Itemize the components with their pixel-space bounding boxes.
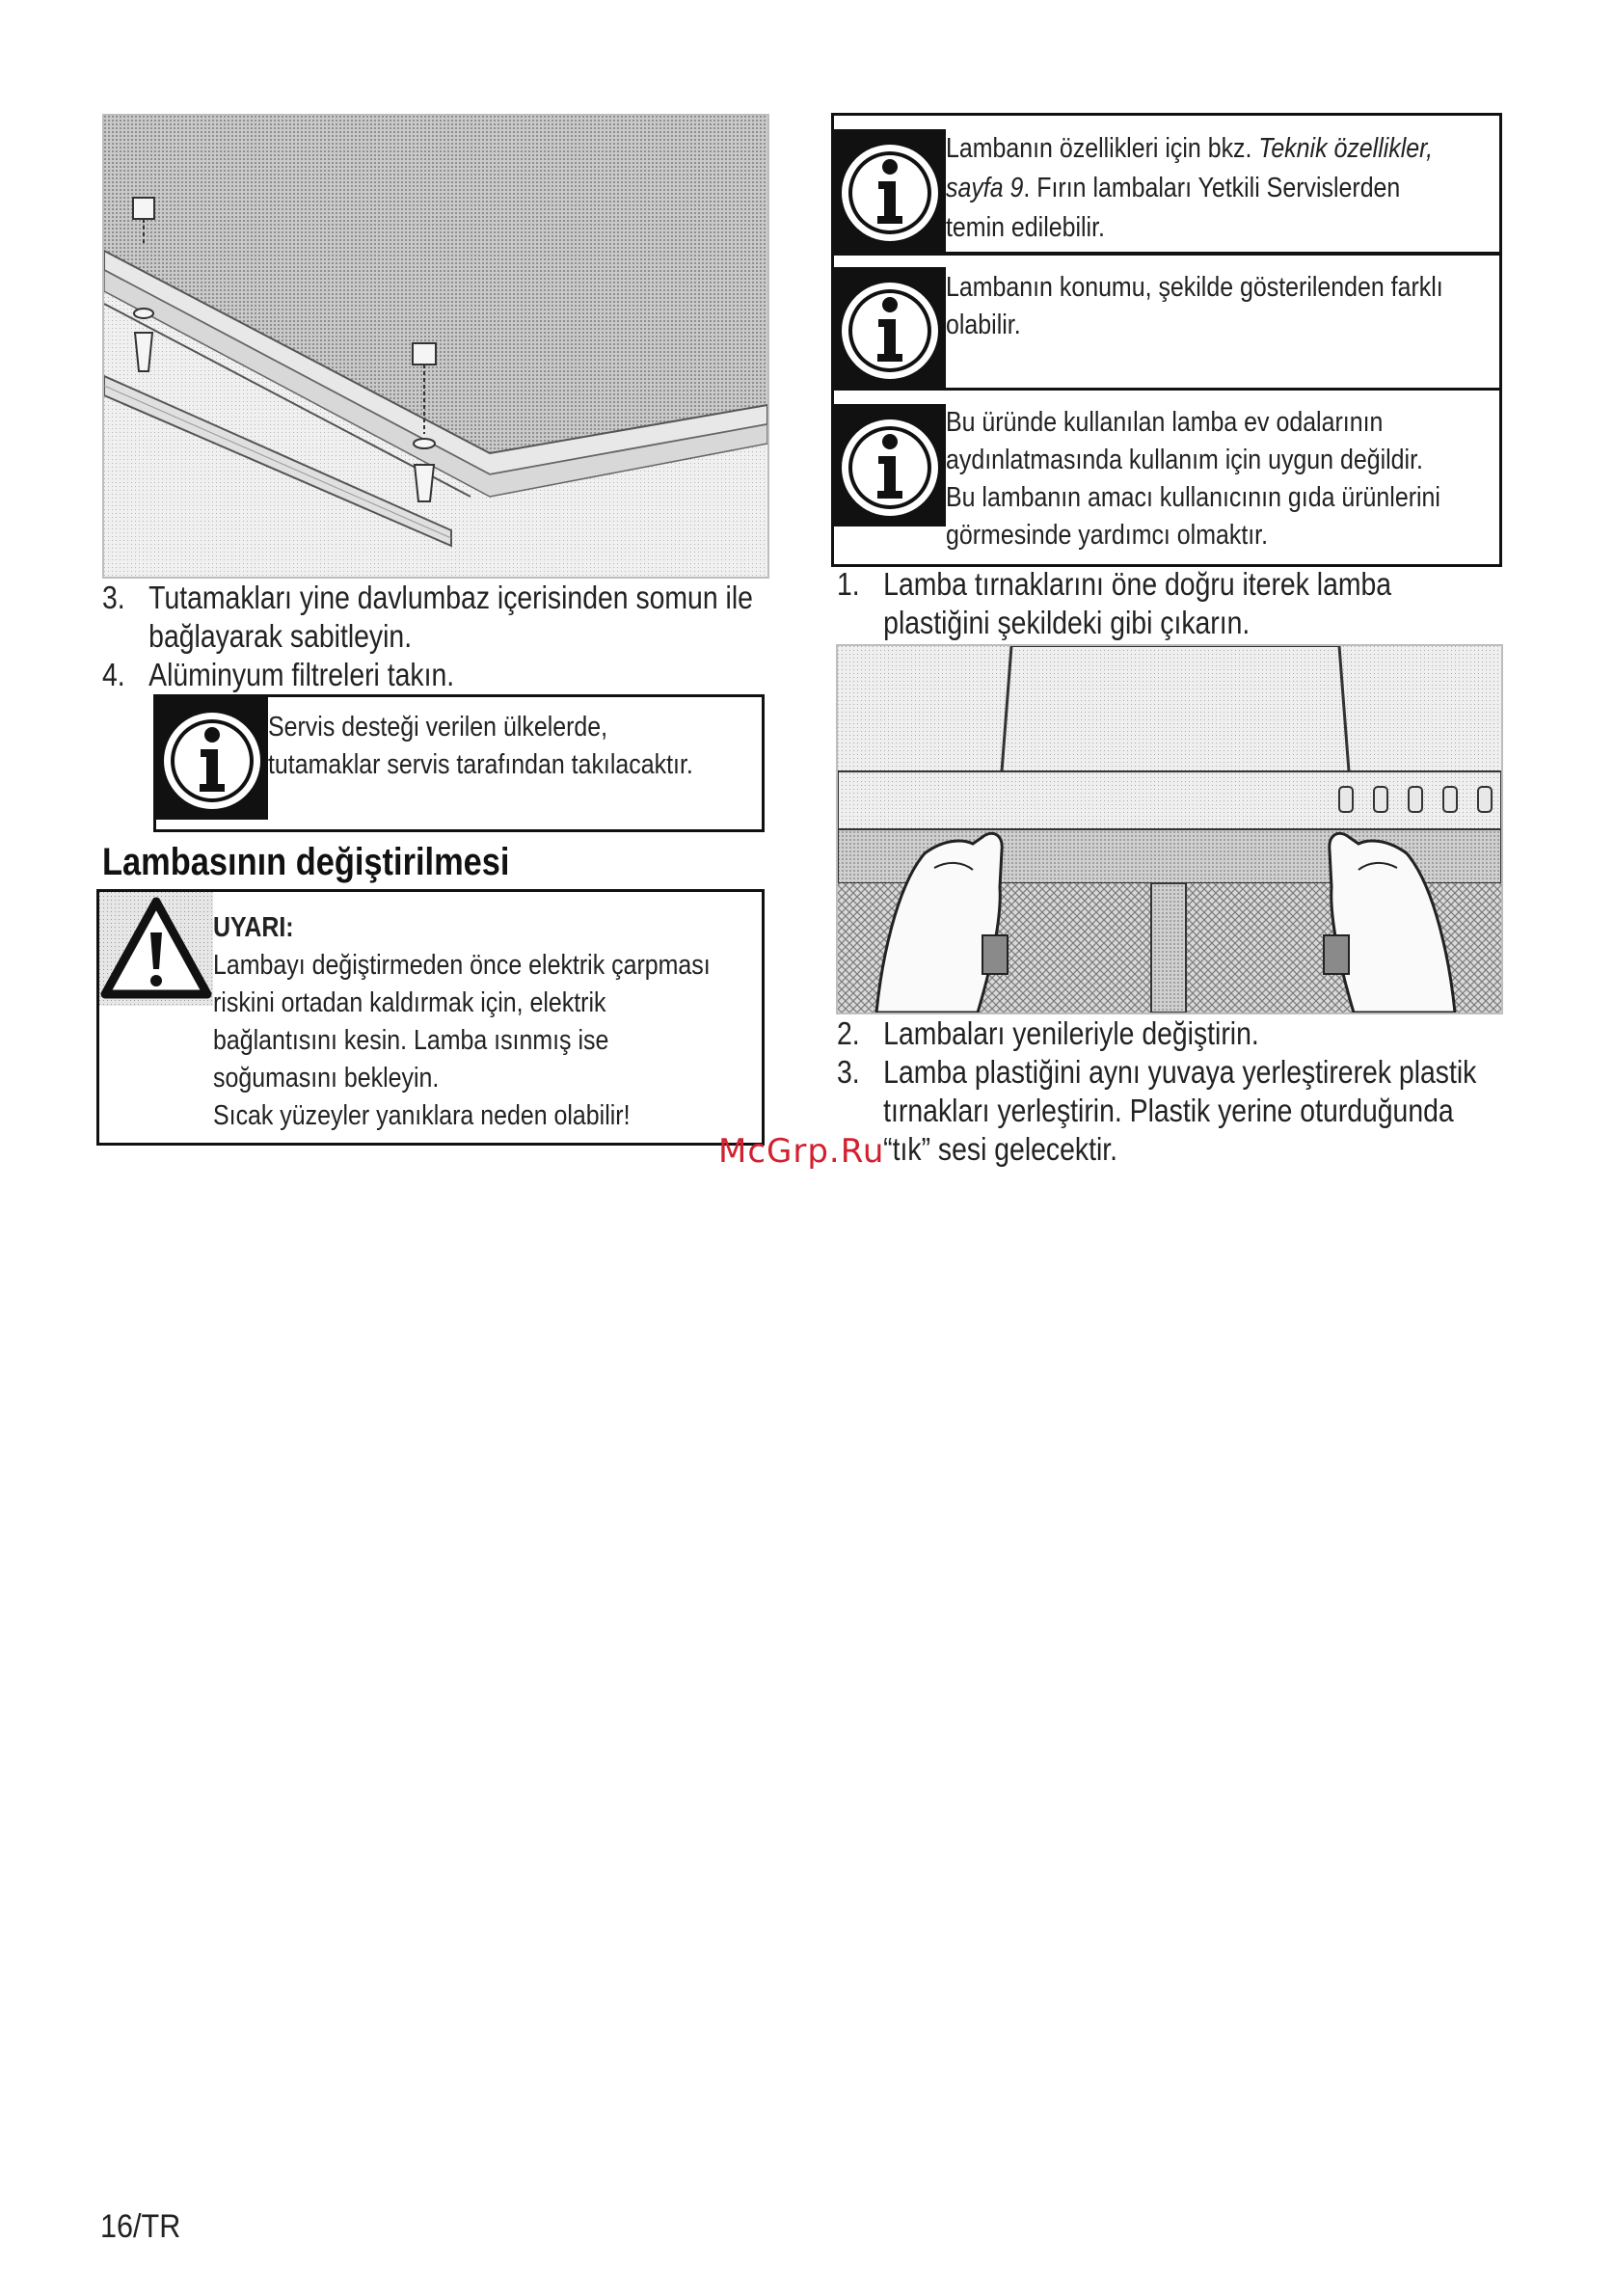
info-note-text: [268, 709, 749, 784]
right-steps-list-top: [837, 565, 1531, 642]
warning-title: UYARI:: [213, 912, 294, 943]
step-text-line: Alüminyum filtreleri takın.: [148, 657, 455, 692]
info-note-line: Lambanın özellikleri için bkz. Teknik özellikler,: [946, 133, 1434, 164]
step-text-line: “tık” sesi gelecektir.: [883, 1131, 1118, 1167]
warning-line: soğumasını bekleyin.: [213, 1063, 440, 1094]
info-note-line: olabilir.: [946, 310, 1021, 340]
hood-handle-installation-figure: [102, 114, 769, 579]
info-icon: [834, 267, 946, 390]
list-item: [837, 1014, 1434, 1053]
step-number: 4.: [102, 657, 125, 692]
section-heading: Lambasının değiştirilmesi: [102, 841, 510, 883]
list-item: [102, 656, 699, 694]
page-number: 16/TR: [100, 2208, 181, 2245]
warning-text: [213, 909, 761, 1135]
step-number: 2.: [837, 1015, 860, 1051]
info-note-box: [831, 113, 1502, 255]
step-number: 3.: [837, 1054, 860, 1090]
warning-line: bağlantısını kesin. Lamba ısınmış ise: [213, 1025, 609, 1056]
right-steps-list-bottom: [837, 1014, 1531, 1169]
left-steps-list: [102, 579, 796, 694]
step-text-line: Lambaları yenileriyle değiştirin.: [883, 1015, 1259, 1051]
warning-box: [96, 889, 765, 1146]
list-item: [102, 579, 753, 656]
info-note-text: [946, 269, 1510, 344]
info-note-line: aydınlatmasında kullanım için uygun değildir.: [946, 445, 1423, 475]
step-text-line: Lamba tırnaklarını öne doğru iterek lamba: [883, 566, 1392, 602]
list-item: [837, 565, 1434, 642]
step-number: 3.: [102, 580, 125, 615]
warning-triangle-icon: [99, 892, 213, 1006]
lamp-cover-removal-figure: [836, 644, 1503, 1014]
step-number: 1.: [837, 566, 860, 602]
info-note-line: Lambanın konumu, şekilde gösterilenden farklı: [946, 272, 1443, 303]
info-note-line: sayfa 9. Fırın lambaları Yetkili Servislerden: [946, 173, 1401, 203]
info-note-line: görmesinde yardımcı olmaktır.: [946, 520, 1269, 551]
step-text-line: Lamba plastiğini aynı yuvaya yerleştirerek plastik: [883, 1054, 1477, 1090]
info-icon: [834, 404, 946, 527]
step-text-line: tırnakları yerleştirin. Plastik yerine oturduğunda: [883, 1093, 1454, 1128]
step-text-line: bağlayarak sabitleyin.: [148, 618, 413, 654]
info-note-line: tutamaklar servis tarafından takılacaktır.: [268, 749, 693, 780]
info-note-box: [153, 694, 765, 832]
info-note-text: [946, 404, 1510, 554]
warning-line: Lambayı değiştirmeden önce elektrik çarpması: [213, 950, 711, 981]
info-note-line: Servis desteği verilen ülkelerde,: [268, 712, 608, 743]
step-text-line: Tutamakları yine davlumbaz içerisinden somun ile: [148, 580, 753, 615]
watermark: McGrp.Ru: [718, 1132, 885, 1171]
list-item: [837, 1053, 1477, 1169]
step-text-line: plastiğini şekildeki gibi çıkarın.: [883, 605, 1251, 640]
info-note-line: Bu üründe kullanılan lamba ev odalarının: [946, 407, 1384, 438]
info-note-line: Bu lambanın amacı kullanıcının gıda ürünlerini: [946, 482, 1440, 513]
info-icon: [834, 129, 946, 252]
info-note-text: [946, 129, 1510, 248]
warning-line: riskini ortadan kaldırmak için, elektrik: [213, 987, 606, 1018]
info-note-line: temin edilebilir.: [946, 212, 1105, 243]
info-icon: [156, 697, 268, 820]
info-note-box: [831, 388, 1502, 567]
warning-line: Sıcak yüzeyler yanıklara neden olabilir!: [213, 1100, 631, 1131]
info-note-box: [831, 253, 1502, 393]
